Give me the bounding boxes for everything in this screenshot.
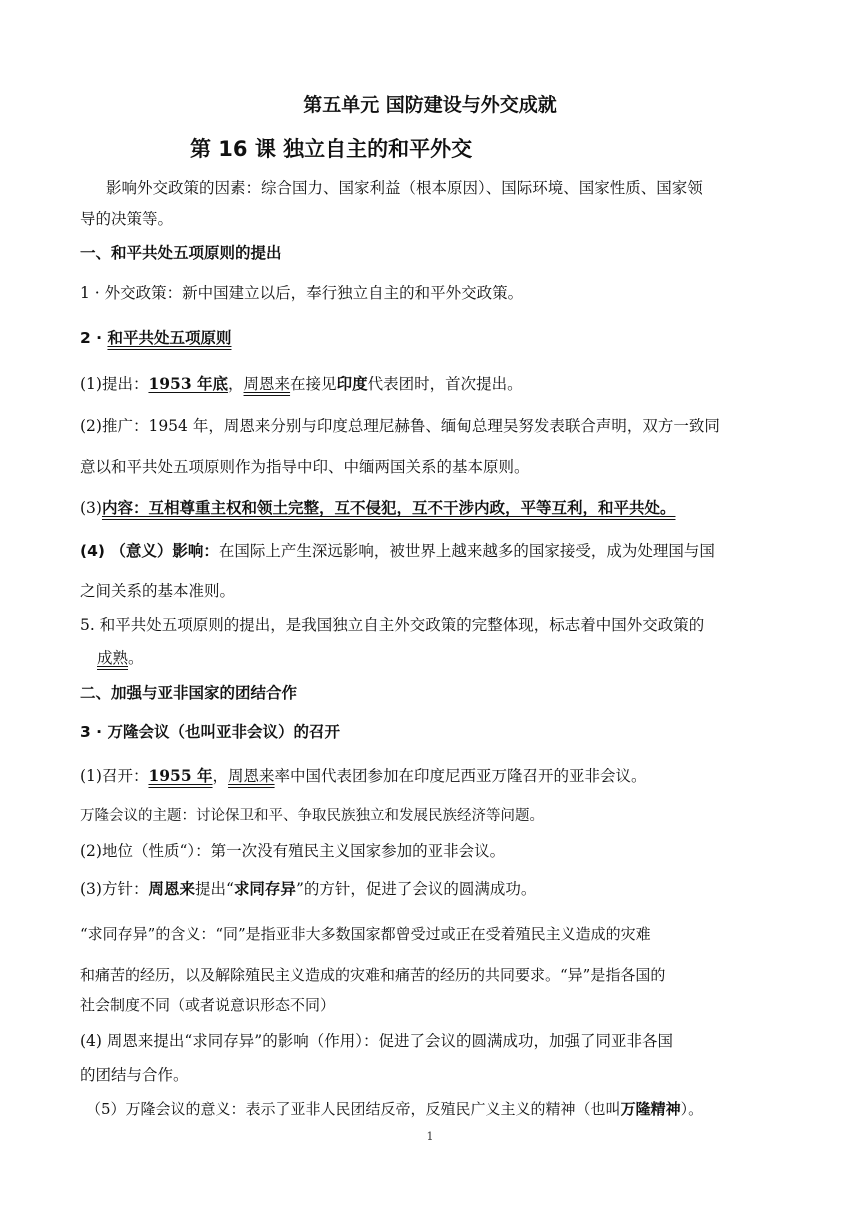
conference-theme: 万隆会议的主题：讨论保卫和平、争取民族独立和发展民族经济等问题。: [80, 808, 544, 824]
content-principles: 内容：互相尊重主权和领土完整，互不侵犯，互不干涉内政，平等互利，和平共处。: [101, 499, 676, 517]
page-number: 1: [426, 1130, 434, 1143]
point-policy: [80, 878, 780, 900]
lesson-title: 第 16 课 独立自主的和平外交: [190, 137, 473, 161]
intro-line-2: 导的决策等。: [80, 210, 174, 228]
point-promotion-line-2: 意以和平共处五项原则作为指导中印、中缅两国关系的基本原则。: [80, 458, 530, 476]
policy-text-2: ”的方针，促进了会议的圆满成功。: [295, 880, 537, 898]
unit-title: 第五单元 国防建设与外交成就: [303, 94, 557, 116]
item-3-heading: 3 · 万隆会议（也叫亚非会议）的召开: [80, 723, 340, 741]
point-significance: [86, 1098, 786, 1120]
convening-date: 1955 年: [148, 766, 213, 785]
bandung-spirit: 万隆精神: [620, 1100, 681, 1118]
policy-text-1: 提出“: [194, 880, 234, 898]
content-prefix: (3): [80, 499, 102, 517]
point-effect-line-1: (4) 周恩来提出“求同存异”的影响（作用）：促进了会议的圆满成功，加强了同亚非各国: [80, 1032, 673, 1050]
item-2-title: 和平共处五项原则: [107, 329, 232, 347]
proposal-country: 印度: [336, 374, 368, 393]
point-convening: [80, 765, 780, 787]
point-promotion-line-1: (2)推广：1954 年，周恩来分别与印度总理尼赫鲁、缅甸总理吴努发表联合声明，双方一致同: [80, 417, 720, 435]
section-2-heading: 二、加强与亚非国家的团结合作: [80, 684, 298, 702]
policy-name: 求同存异: [233, 879, 296, 898]
meaning-line-3: 社会制度不同（或者说意识形态不同）: [80, 996, 336, 1014]
point-status: (2)地位（性质“）：第一次没有殖民主义国家参加的亚非会议。: [80, 842, 506, 860]
significance-text: （5）万隆会议的意义：表示了亚非人民团结反帝，反殖民广义主义的精神（也叫: [86, 1100, 621, 1118]
section-1-heading: 一、和平共处五项原则的提出: [80, 244, 282, 262]
point-5-end: 。: [128, 649, 144, 667]
point-influence-line-2: 之间关系的基本准则。: [80, 582, 236, 600]
proposal-person: 周恩来: [243, 375, 291, 393]
point-content: [80, 497, 780, 519]
point-5-line-1: 5. 和平共处五项原则的提出，是我国独立自主外交政策的完整体现，标志着中国外交政策的: [80, 616, 705, 634]
meaning-line-1: “求同存异”的含义：“同”是指亚非大多数国家都曾受过或正在受着殖民主义造成的灾难: [80, 925, 651, 943]
maturity-word: 成熟: [97, 649, 129, 667]
convening-text: 率中国代表团参加在印度尼西亚万隆召开的亚非会议。: [274, 767, 647, 785]
convening-person: 周恩来: [228, 767, 275, 785]
item-2-prefix: 2 ·: [80, 329, 108, 347]
point-effect-line-2: 的团结与合作。: [80, 1066, 189, 1084]
intro-line-1: 影响外交政策的因素：综合国力、国家利益（根本原因）、国际环境、国家性质、国家领: [106, 179, 703, 197]
proposal-text-2: 代表团时，首次提出。: [367, 375, 523, 393]
convening-label: (1)召开：: [80, 767, 149, 785]
influence-label: (4) （意义）影响：: [80, 542, 219, 560]
item-2-heading: [80, 327, 780, 349]
proposal-comma: ，: [228, 375, 244, 393]
point-proposal: [80, 373, 780, 395]
significance-end: ）。: [680, 1100, 704, 1118]
policy-person: 周恩来: [148, 879, 195, 898]
proposal-date: 1953 年底: [148, 374, 229, 393]
point-influence-line-1: [80, 540, 780, 562]
policy-label: (3)方针：: [80, 880, 149, 898]
point-5-line-2: [97, 647, 797, 669]
influence-text: 在国际上产生深远影响，被世界上越来越多的国家接受，成为处理国与国: [218, 542, 715, 560]
proposal-text-1: 在接见: [290, 375, 337, 393]
proposal-label: (1)提出：: [80, 375, 149, 393]
item-1-foreign-policy: 1 · 外交政策：新中国建立以后，奉行独立自主的和平外交政策。: [80, 284, 524, 302]
meaning-line-2: 和痛苦的经历，以及解除殖民主义造成的灾难和痛苦的经历的共同要求。“异”是指各国的: [80, 966, 666, 984]
convening-comma: ，: [212, 767, 229, 785]
